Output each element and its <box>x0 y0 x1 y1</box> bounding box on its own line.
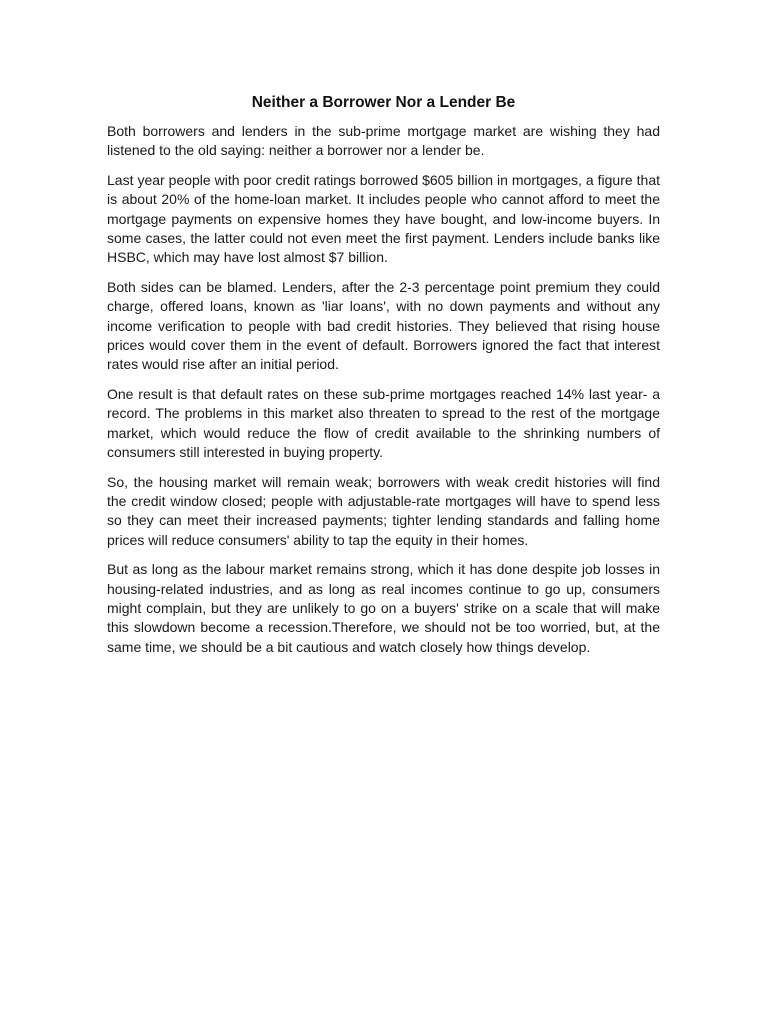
paragraph-borrowing-figures: Last year people with poor credit ratings borrowed $605 billion in mortgages, a figure that is about 20% of the home-loan market. It includes people who cannot afford to meet the mortgage payments on expensive homes they have bought, and low-income buyers. In some cases, the latter could not even meet the first payment. Lenders include banks like HSBC, which may have lost almost $7 billion. <box>107 171 660 266</box>
paragraph-housing-market: So, the housing market will remain weak; borrowers with weak credit histories will find the credit window closed; people with adjustable-rate mortgages will have to spend less so they can meet their increased payments; tighter lending standards and falling home prices will reduce consumers' ability to tap the equity in their homes. <box>107 473 660 548</box>
paragraph-blame: Both sides can be blamed. Lenders, after the 2-3 percentage point premium they could charge, offered loans, known as 'liar loans', with no down payments and without any income verification to people with bad credit histories. They believed that rising house prices would cover them in the event of default. Borrowers ignored the fact that interest rates would rise after an initial period. <box>107 278 660 373</box>
paragraph-conclusion: But as long as the labour market remains strong, which it has done despite job losses in housing-related industries, and as long as real incomes continue to go up, consumers might complain, but they are unlikely to go on a buyers' strike on a scale that will make this slowdown become a recession.Therefore, we should not be too worried, but, at the same time, we should be a bit cautious and watch closely how things develop. <box>107 561 660 655</box>
paragraph-default-rates: One result is that default rates on these sub-prime mortgages reached 14% last year- a record. The problems in this market also threaten to spread to the rest of the mortgage market, which would reduce the flow of credit available to the shrinking numbers of consumers still interested in buying property. <box>107 385 660 461</box>
document-page <box>107 93 660 667</box>
paragraph-intro: Both borrowers and lenders in the sub-prime mortgage market are wishing they had listened to the old saying: neither a borrower nor a lender be. <box>107 123 660 159</box>
document-title: Neither a Borrower Nor a Lender Be <box>251 94 516 111</box>
